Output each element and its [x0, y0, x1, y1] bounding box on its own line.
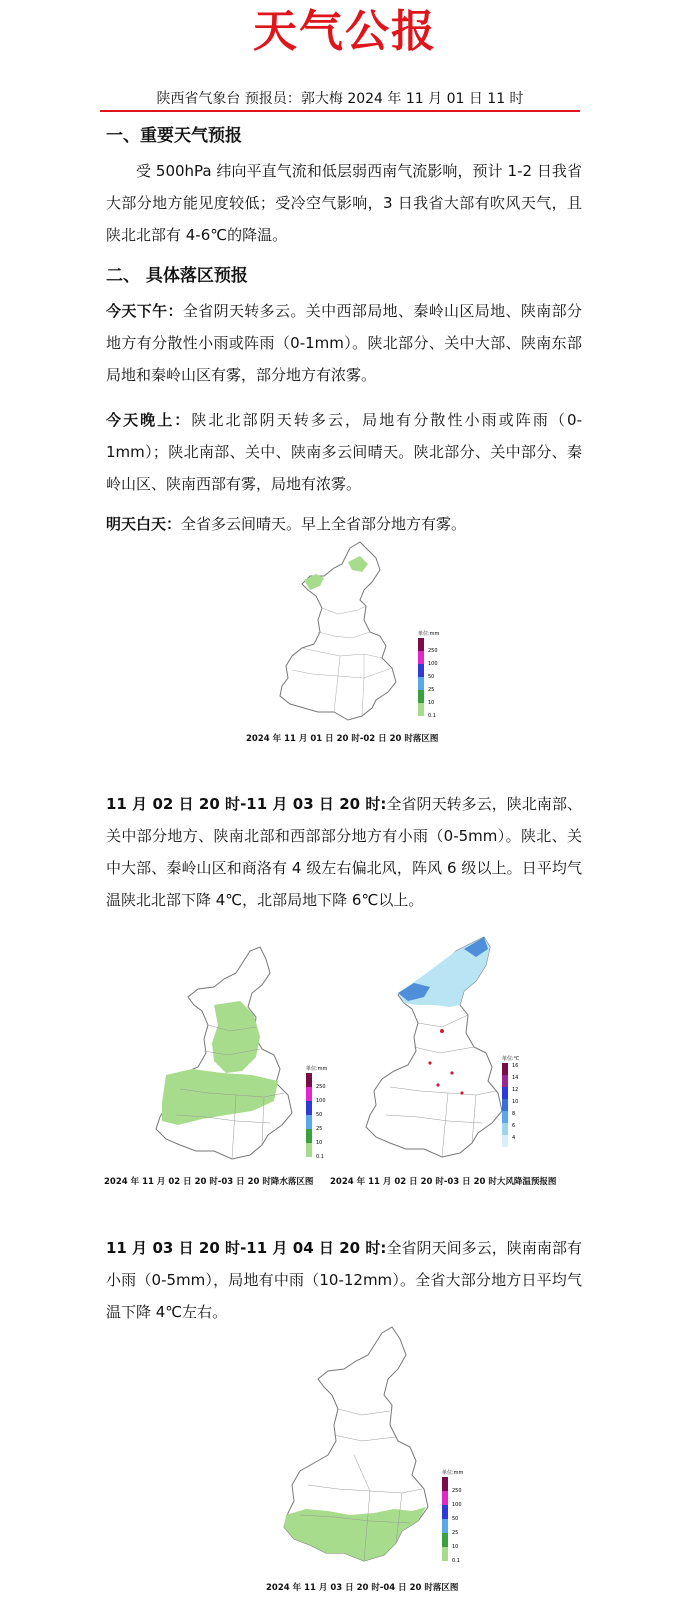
shaanxi-outline — [280, 542, 396, 720]
temp-legend-title: 单位:℃ — [502, 1056, 520, 1062]
bulletin-title: 天气公报 — [253, 6, 437, 57]
section-heading-detail: 二、 具体落区预报 — [106, 266, 248, 286]
precip-legend — [418, 630, 440, 719]
forecast-period-3-lead: 11 月 03 日 20 时-11 月 04 日 20 时: — [106, 1239, 387, 1257]
legend-level-50: 50 — [452, 1516, 459, 1522]
precip-legend-title: 单位:mm — [306, 1066, 328, 1072]
precip-legend-title: 单位:mm — [418, 631, 440, 637]
forecast-period-2-lead: 11 月 02 日 20 时-11 月 03 日 20 时: — [106, 795, 387, 813]
forecast-today-afternoon-lead: 今天下午： — [106, 302, 183, 320]
legend-level-100: 100 — [428, 661, 438, 667]
map-3-caption: 2024 年 11 月 02 日 20 时-03 日 20 时大风降温预报图 — [330, 1177, 557, 1187]
map-2-caption: 2024 年 11 月 02 日 20 时-03 日 20 时降水落区图 — [104, 1177, 314, 1187]
forecast-tomorrow — [106, 508, 582, 540]
issuer-info-line: 陕西省气象台 预报员：郭大梅 2024 年 11 月 01 日 11 时 — [100, 88, 580, 112]
temp-legend-14: 14 — [512, 1075, 519, 1081]
forecast-tonight-lead: 今天晚上： — [106, 411, 192, 429]
precip-legend-title: 单位:mm — [442, 1470, 464, 1476]
legend-level-0.1: 0.1 — [452, 1558, 460, 1564]
temp-legend-16: 16 — [512, 1063, 519, 1069]
map-1-precip — [268, 540, 448, 725]
temp-legend-10: 10 — [512, 1099, 519, 1105]
cooling-area — [398, 937, 490, 1007]
legend-level-0.1: 0.1 — [316, 1154, 324, 1160]
legend-level-0.1: 0.1 — [428, 713, 436, 719]
legend-level-25: 25 — [316, 1126, 323, 1132]
legend-level-50: 50 — [428, 674, 435, 680]
temp-legend-4: 4 — [512, 1135, 516, 1141]
map-4-precip — [278, 1325, 474, 1575]
map-4-caption: 2024 年 11 月 03 日 20 时-04 日 20 时落区图 — [266, 1583, 459, 1593]
forecast-tomorrow-text: 全省多云间晴天。早上全省部分地方有雾。 — [181, 515, 467, 533]
map-3-wind-cooling — [364, 935, 524, 1165]
forecast-period-3 — [106, 1232, 582, 1328]
legend-level-25: 25 — [428, 687, 435, 693]
forecast-period-2-text: 全省阴天转多云，陕北南部、关中部分地方、陕南北部和西部部分地方有小雨（0-5mm）。陕北、关中大部、秦岭山区和商洛有 4 级左右偏北风，阵风 6 级以上。日平均气温陕北北部下降 4℃，北部局地下降 6℃以上。 — [106, 795, 582, 909]
legend-level-10: 10 — [316, 1140, 323, 1146]
forecast-today-afternoon-text: 全省阴天转多云。关中西部局地、秦岭山区局地、陕南部分地方有分散性小雨或阵雨（0-1mm）。陕北部分、关中大部、陕南东部局地和秦岭山区有雾，部分地方有浓雾。 — [106, 302, 582, 384]
legend-level-50: 50 — [316, 1112, 323, 1118]
temp-legend-8: 8 — [512, 1111, 516, 1117]
temp-legend-6: 6 — [512, 1123, 516, 1129]
legend-level-100: 100 — [316, 1098, 326, 1104]
temp-legend-12: 12 — [512, 1087, 519, 1093]
legend-level-250: 250 — [452, 1488, 462, 1494]
legend-level-250: 250 — [316, 1084, 326, 1090]
legend-level-250: 250 — [428, 648, 438, 654]
map-1-caption: 2024 年 11 月 01 日 20 时-02 日 20 时落区图 — [246, 734, 439, 744]
precip-legend — [442, 1469, 464, 1564]
forecast-period-3-text: 全省阴天间多云，陕南南部有小雨（0-5mm），局地有中雨（10-12mm）。全省大部分地方日平均气温下降 4℃左右。 — [106, 1239, 582, 1321]
forecast-tonight-text: 陕北北部阴天转多云，局地有分散性小雨或阵雨（0-1mm）；陕北南部、关中、陕南多云间晴天。陕北部分、关中部分、秦岭山区、陕南西部有雾，局地有浓雾。 — [106, 411, 582, 493]
temp-legend — [502, 1055, 520, 1147]
forecast-today-afternoon — [106, 295, 582, 391]
section-heading-important: 一、重要天气预报 — [106, 126, 242, 146]
forecast-tonight — [106, 404, 582, 500]
important-forecast-paragraph: 受 500hPa 纬向平直气流和低层弱西南气流影响，预计 1-2 日我省大部分地方能见度较低；受冷空气影响，3 日我省大部有吹风天气，且陕北北部有 4-6℃的降温。 — [106, 162, 582, 244]
legend-level-25: 25 — [452, 1530, 459, 1536]
forecast-period-2 — [106, 788, 582, 916]
legend-level-10: 10 — [428, 700, 435, 706]
precip-legend — [306, 1065, 328, 1160]
legend-level-10: 10 — [452, 1544, 459, 1550]
legend-level-100: 100 — [452, 1502, 462, 1508]
map-2-precip — [152, 945, 332, 1165]
forecast-tomorrow-lead: 明天白天： — [106, 515, 182, 533]
